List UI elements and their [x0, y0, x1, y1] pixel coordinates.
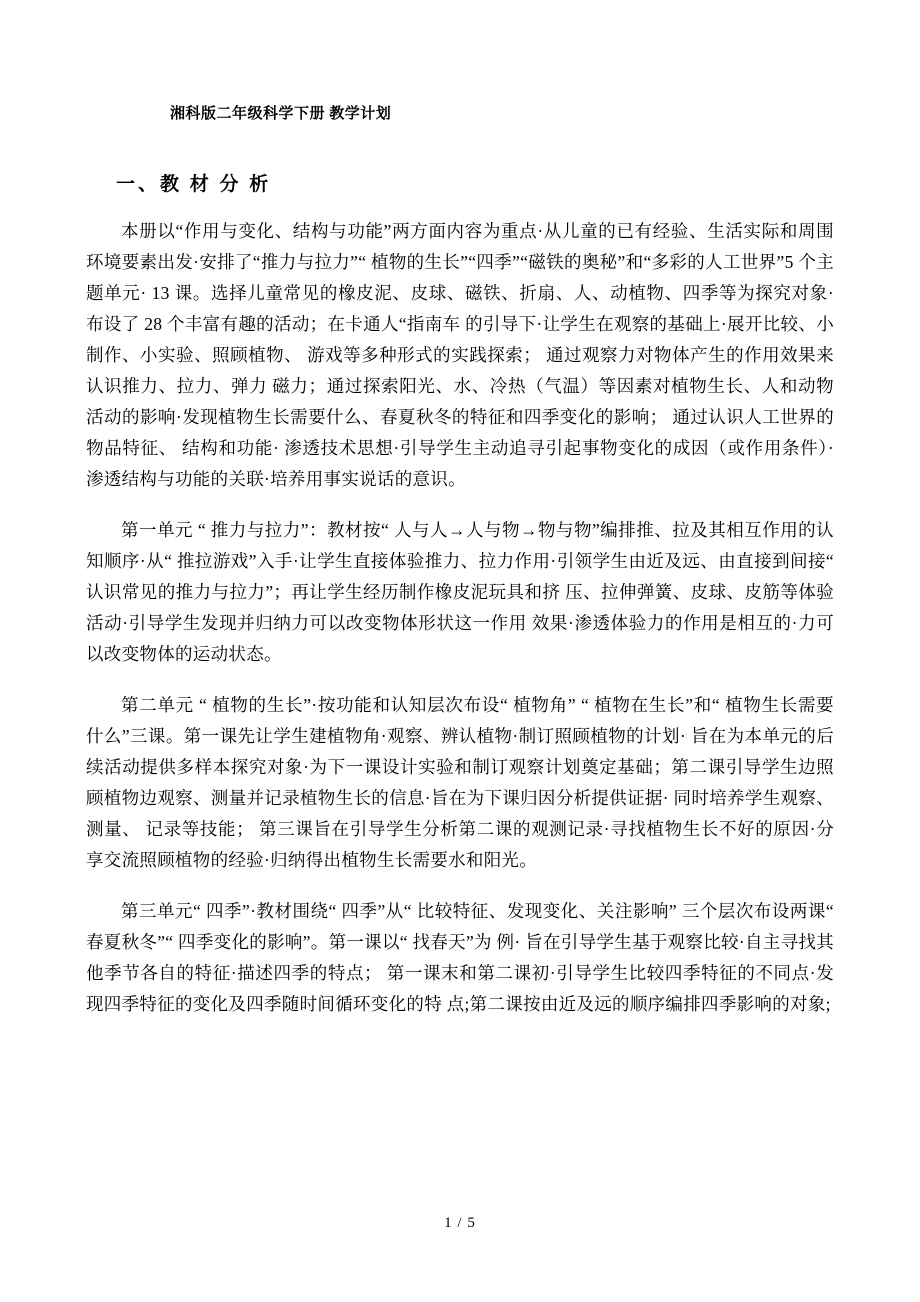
- page-number: 1 / 5: [444, 1215, 476, 1231]
- document-title: 湘科版二年级科学下册 教学计划: [170, 106, 392, 122]
- paragraph-unit1-push-pull: 第一单元 “ 推力与拉力”：教材按“ 人与人→人与物→物与物”编排推、拉及其相互作用的认知顺序·从“ 推拉游戏”入手·让学生直接体验推力、拉力作用·引领学生由近及远、由直接到间接“ 认识常见的推力与拉力”；再让学生经历制作橡皮泥玩具和挤 压、拉伸弹簧、皮球、皮筋等体验活动·引导学生发现并归纳力可以改变物体形状这一作用 效果·渗透体验力的作用是相互的·力可以改变物体的运动状态。: [86, 520, 834, 664]
- paragraph-unit2-plant-growth: 第二单元 “ 植物的生长”·按功能和认知层次布设“ 植物角” “ 植物在生长”和“ 植物生长需要什么”三课。第一课先让学生建植物角·观察、辨认植物·制订照顾植物的计划· 旨在为本单元的后续活动提供多样本探究对象·为下一课设计实验和制订观察计划奠定基础；第二课引导学生边照顾植物边观察、测量并记录植物生长的信息·旨在为下课归因分析提供证据· 同时培养学生观察、 测量、 记录等技能； 第三课旨在引导学生分析第二课的观测记录·寻找植物生长不好的原因·分享交流照顾植物的经验·归纳得出植物生长需要水和阳光。: [86, 695, 834, 870]
- paragraph-unit3-seasons: 第三单元“ 四季”·教材围绕“ 四季”从“ 比较特征、发现变化、关注影响” 三个层次布设两课“ 春夏秋冬”“ 四季变化的影响”。第一课以“ 找春天”为 例· 旨在引导学生基于观察比较·自主寻找其他季节各自的特征·描述四季的特点； 第一课末和第二课初·引导学生比较四季特征的不同点·发现四季特征的变化及四季随时间循环变化的特 点;第二课按由近及远的顺序编排四季影响的对象;: [86, 901, 834, 1014]
- section-heading: 一、教 材 分 析: [116, 174, 272, 195]
- paragraph-textbook-overview: 本册以“作用与变化、结构与功能”两方面内容为重点·从儿童的已有经验、生活实际和周围环境要素出发·安排了“推力与拉力”“ 植物的生长”“四季”“磁铁的奥秘”和“多彩的人工世界”5 个主题单元· 13 课。选择儿童常见的橡皮泥、皮球、磁铁、折扇、人、动植物、四季等为探究对象·布设了 28 个丰富有趣的活动；在卡通人“指南车 的引导下·让学生在观察的基础上·展开比较、小制作、小实验、照顾植物、 游戏等多种形式的实践探索； 通过观察力对物体产生的作用效果来认识推力、拉力、弹力 磁力；通过探索阳光、水、冷热（气温）等因素对植物生长、人和动物活动的影响·发现植物生长需要什么、春夏秋冬的特征和四季变化的影响； 通过认识人工世界的物品特征、 结构和功能· 渗透技术思想·引导学生主动追寻引起事物变化的成因（或作用条件）·渗透结构与功能的关联·培养用事实说话的意识。: [86, 221, 834, 489]
